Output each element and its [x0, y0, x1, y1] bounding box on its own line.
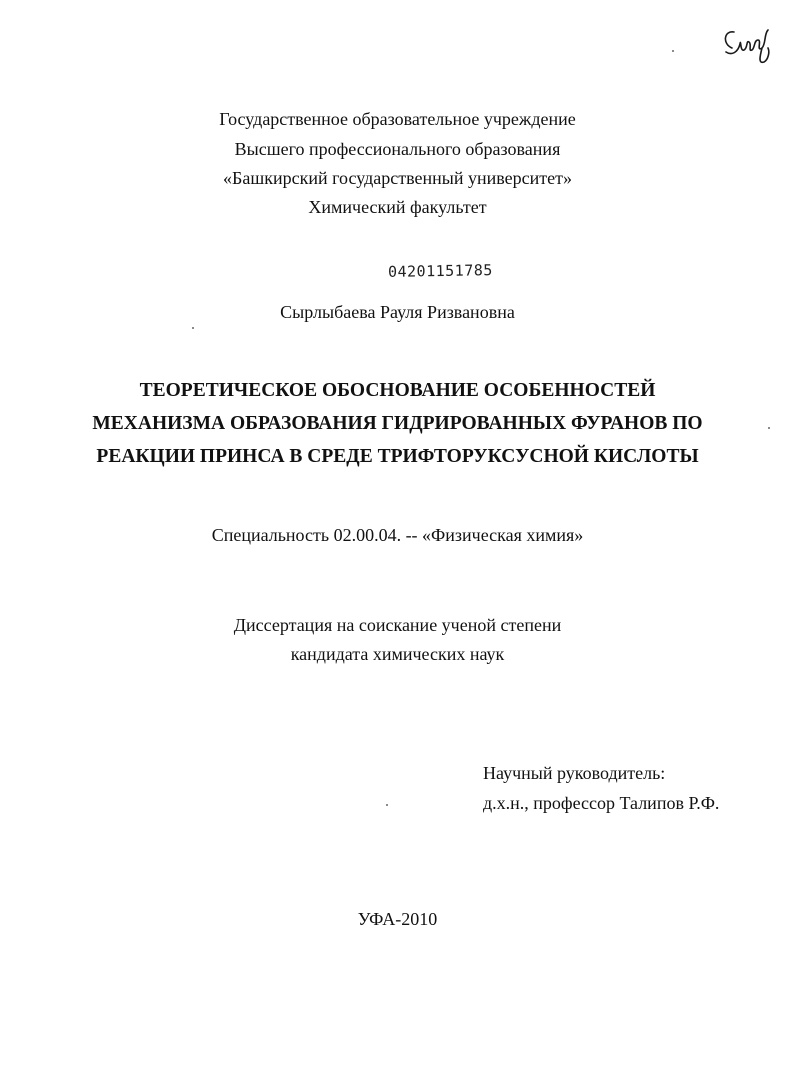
author-name: Сырлыбаева Рауля Ризвановна [280, 302, 515, 322]
supervisor-name: д.х.н., профессор Талипов Р.Ф. [483, 793, 720, 813]
institution-line-1: Государственное образовательное учреждение [219, 109, 576, 129]
supervisor-label: Научный руководитель: [483, 763, 666, 783]
institution-line-2: Высшего профессионального образования [234, 139, 561, 159]
city-year: УФА-2010 [357, 909, 438, 929]
handwritten-signature-icon [718, 22, 778, 66]
dissertation-title-line-2: МЕХАНИЗМА ОБРАЗОВАНИЯ ГИДРИРОВАННЫХ ФУРАНОВ ПО [92, 413, 703, 434]
faculty-line: Химический факультет [308, 197, 487, 217]
scan-speck [386, 804, 388, 806]
specialty-line: Специальность 02.00.04. -- «Физическая химия» [211, 525, 584, 545]
scan-speck [672, 50, 674, 52]
dissertation-title-line-1: ТЕОРЕТИЧЕСКОЕ ОБОСНОВАНИЕ ОСОБЕННОСТЕЙ [139, 380, 656, 401]
institution-line-3: «Башкирский государственный университет» [223, 168, 572, 188]
degree-line-1: Диссертация на соискание ученой степени [233, 615, 562, 635]
registration-number-stamp: 04201151785 [387, 261, 493, 281]
degree-line-2: кандидата химических наук [290, 644, 505, 664]
scan-speck [192, 327, 194, 329]
dissertation-title-line-3: РЕАКЦИИ ПРИНСА В СРЕДЕ ТРИФТОРУКСУСНОЙ КИСЛОТЫ [96, 446, 699, 467]
